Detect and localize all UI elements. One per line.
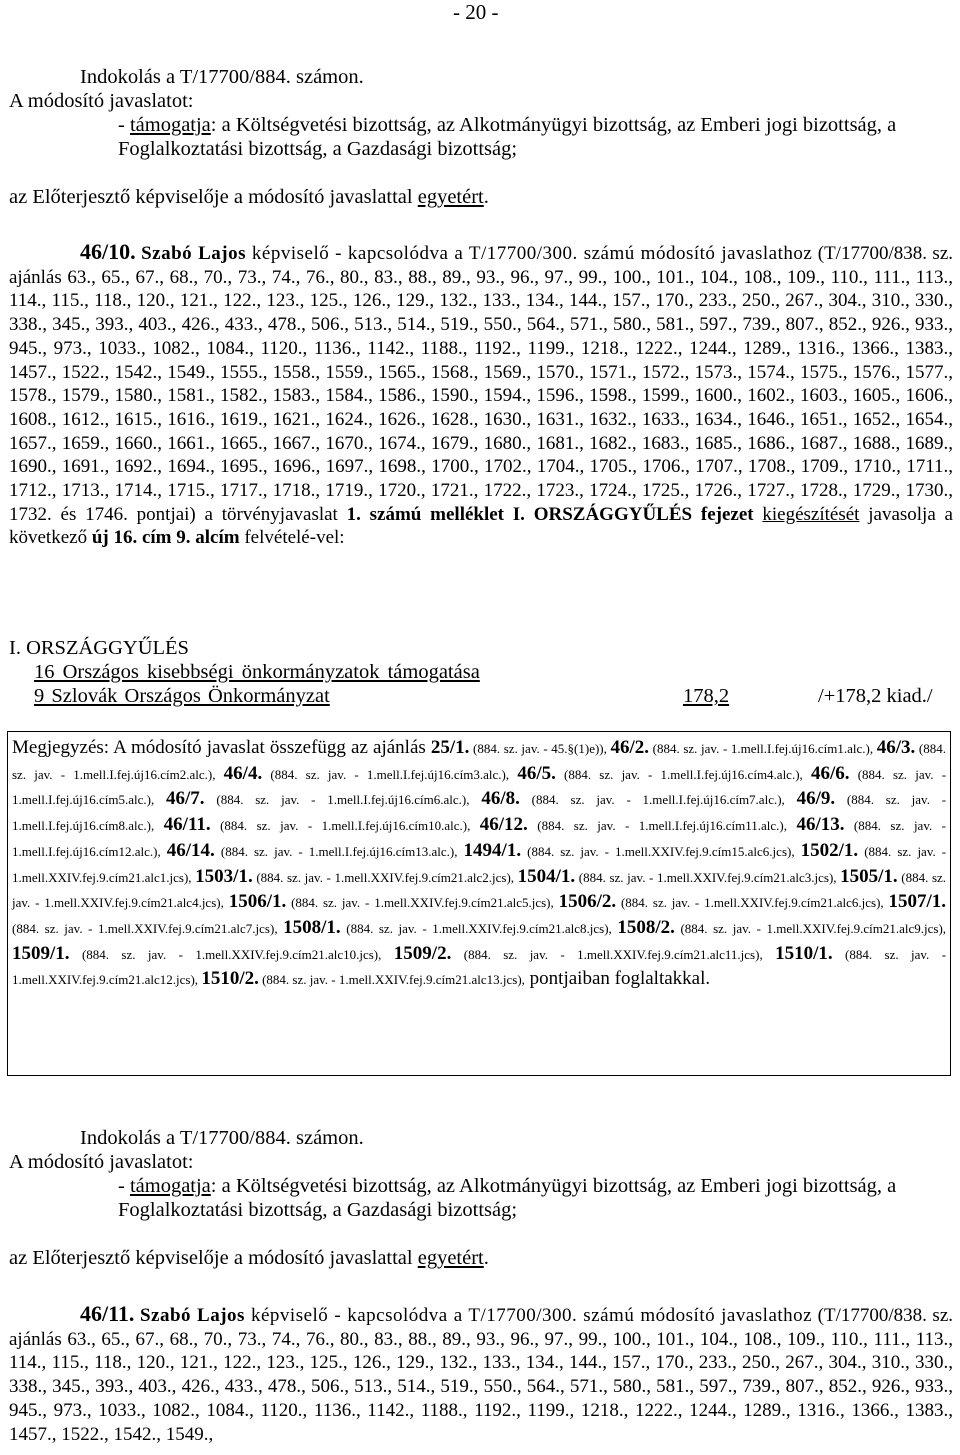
note-ref-detail: (884. sz. jav. - 1.mell.XXIV.fej.9.cím21.alc11.jcs), <box>463 946 763 962</box>
eloterjeszto-text: az Előterjesztő képviselője a módosító javaslattal <box>9 186 418 208</box>
table-amount: 178,2 <box>683 685 730 707</box>
javaslat-label: A módosító javaslatot: <box>9 90 194 112</box>
note-ref-number: 46/12. <box>479 814 528 836</box>
melleklet-text: melléklet I. ORSZÁGGYŰLÉS fejezet <box>430 503 754 525</box>
note-ref-number: 46/9. <box>796 788 836 810</box>
page-number: - 20 - <box>453 0 499 24</box>
note-ref-number: 1507/1. <box>888 891 947 913</box>
note-ref-detail: (884. sz. jav. - 1.mell.XXIV.fej.9.cím15.alc6.jcs), <box>527 843 795 859</box>
note-ref-detail: (884. sz. jav. - 1.mell.I.fej.új16.cím6.alc.), <box>216 792 470 808</box>
note-intro: Megjegyzés: A módosító javaslat összefügg az ajánlás <box>12 737 431 758</box>
note-ref-detail: (884. sz. jav. - 1.mell.I.fej.új16.cím11.alc.), <box>537 818 788 834</box>
amendment-46-11 <box>9 1302 953 1454</box>
text: a törvényjavaslat <box>195 503 347 525</box>
note-ref-number: 46/11. <box>163 814 211 836</box>
egyetert-text: egyetért <box>417 186 484 208</box>
tamogatja-text: támogatja <box>129 114 211 136</box>
author-name: Szabó Lajos <box>139 1305 245 1326</box>
note-ref-number: 46/2. <box>610 737 650 758</box>
note-ref-detail: (884. sz. jav. - 1.mell.I.fej.új16.cím2.alc.), <box>12 741 947 782</box>
note-ref-detail: (884. sz. jav. - 1.mell.XXIV.fej.9.cím21.alc1.jcs), <box>12 843 947 885</box>
note-ref-detail: (884. sz. jav. - 1.mell.XXIV.fej.9.cím21.alc8.jcs), <box>346 920 612 936</box>
note-ref-detail: (884. sz. jav. - 1.mell.XXIV.fej.9.cím21.alc4.jcs), <box>12 869 947 911</box>
note-ref-number: 46/6. <box>810 762 850 784</box>
note-ref-number: 1508/2. <box>617 916 675 938</box>
support-line-b2 <box>118 1175 896 1198</box>
support-line-2-b2: Foglalkoztatási bizottság, a Gazdasági bizottság; <box>118 1199 518 1221</box>
reference-list: (T/17700/838. sz. ajánlás 63., 65., 67., 68., 70., 73., 74., 76., 80., 83., 88., 89., 93., 96., 97., 99., 100., 101., 104., 108., 109., 110., 111., 113., 114., 115., 118., 120., 121., 122., 123., 125., 126., 129., 132., 133., 134., 144., 157., 170., 233., 250., 267., 304., 310., 330., 338., 345., 393., 403., 426., 433., 478., 506., 513., 514., 519., 550., 564., 571., 580., 581., 597., 739., 807., 852., 926., 933., 945., 973., 1033., 1082., 1084., 1120., 1136., 1142., 1188., 1192., 1199., 1218., 1222., 1244., 1289., 1316., 1366., 1383., 1457., 1522., 1542., 1549., <box>9 1305 953 1445</box>
note-ref-number: 46/5. <box>517 762 556 784</box>
indokolas-line: Indokolás a T/17700/884. számon. <box>80 66 364 88</box>
note-ref-number: 1502/1. <box>800 839 859 861</box>
table-kiad: /+178,2 kiad./ <box>818 685 933 707</box>
support-line <box>118 114 896 137</box>
indokolas-line-2: Indokolás a T/17700/884. számon. <box>80 1127 364 1149</box>
note-closing: pontjaiban foglaltakkal. <box>524 968 711 990</box>
note-ref-detail: (884. sz. jav. - 1.mell.XXIV.fej.9.cím21.alc6.jcs), <box>620 895 884 911</box>
support-committees: : a Költségvetési bizottság, az Alkotmányügyi bizottság, az Emberi jogi bizottság, a <box>210 1175 897 1197</box>
note-ref-detail: (884. sz. jav. - 1.mell.I.fej.új16.cím1.alc.), <box>652 741 874 756</box>
author-name: Szabó Lajos <box>141 243 246 264</box>
note-text <box>12 736 946 993</box>
amendment-number: 46/10. <box>80 239 136 264</box>
note-ref-number: 46/14. <box>166 839 215 861</box>
note-ref-number: 46/8. <box>481 788 520 810</box>
note-first-ref: 25/1. <box>430 737 470 758</box>
eloterjeszto-text: az Előterjesztő képviselője a módosító javaslattal <box>9 1247 418 1269</box>
note-ref-detail: (884. sz. jav. - 1.mell.I.fej.új16.cím5.alc.), <box>12 766 947 808</box>
note-ref-number: 1506/1. <box>228 891 287 913</box>
period: . <box>483 1247 489 1269</box>
note-ref-detail: (884. sz. jav. - 1.mell.XXIV.fej.9.cím21.alc13.jcs), <box>262 972 525 988</box>
note-ref-number: 1510/1. <box>775 942 833 964</box>
note-ref-detail: (884. sz. jav. - 1.mell.I.fej.új16.cím7.alc.), <box>531 792 785 808</box>
new-title: új 16. cím 9. alcím <box>91 527 240 549</box>
note-ref-detail: (884. sz. jav. - 1.mell.I.fej.új16.cím10.alc.), <box>220 818 471 834</box>
note-ref-number: 1503/1. <box>195 865 253 887</box>
dash: - <box>118 1175 130 1197</box>
note-ref-detail: (884. sz. jav. - 1.mell.XXIV.fej.9.cím21.alc5.jcs), <box>291 895 554 911</box>
note-ref-detail: (884. sz. jav. - 1.mell.I.fej.új16.cím4.alc.), <box>564 766 803 782</box>
note-ref-number: 46/3. <box>876 737 916 758</box>
text: javasolja a következő <box>9 503 953 549</box>
note-ref-number: 1494/1. <box>463 839 522 861</box>
dash: - <box>118 114 130 136</box>
note-ref-detail: (884. sz. jav. - 1.mell.I.fej.új16.cím13.alc.), <box>220 843 458 859</box>
eloterjeszto-line-2 <box>9 1247 489 1270</box>
reference-list: (T/17700/838. sz. ajánlás 63., 65., 67., 68., 70., 73., 74., 76., 80., 83., 88., 89., 93., 96., 97., 99., 100., 101., 104., 108., 109., 110., 111., 113., 114., 115., 118., 120., 121., 122., 123., 125., 126., 129., 132., 133., 134., 144., 157., 170., 233., 250., 267., 304., 310., 330., 338., 345., 393., 403., 426., 433., 478., 506., 513., 514., 519., 550., 564., 571., 580., 581., 597., 739., 807., 852., 926., 933., 945., 973., 1033., 1082., 1084., 1120., 1136., 1142., 1188., 1192., 1199., 1218., 1222., 1244., 1289., 1316., 1366., 1383., 1457., 1522., 1542., 1549., 1555., 1558., 1559., 1565., 1568., 1569., 1570., 1571., 1572., 1573., 1574., 1575., 1576., 1577., 1578., 1579., 1580., 1581., 1582., 1583., 1584., 1586., 1590., 1594., 1596., 1598., 1599., 1600., 1602., 1603., 1605., 1606., 1608., 1612., 1615., 1616., 1619., 1621., 1624., 1626., 1628., 1630., 1631., 1632., 1633., 1634., 1646., 1651., 1652., 1654., 1657., 1659., 1660., 1661., 1665., 1667., 1670., 1674., 1679., 1680., 1681., 1682., 1683., 1685., 1686., 1687., 1688., 1689., 1690., 1691., 1692., 1694., 1695., 1696., 1697., 1698., 1700., 1702., 1704., 1705., 1706., 1707., 1708., 1709., 1710., 1711., 1712., 1713., 1714., 1715., 1717., 1718., 1719., 1720., 1721., 1722., 1723., 1724., 1725., 1726., 1727., 1728., 1729., 1730., 1732. és 1746. pontjai) <box>9 243 954 525</box>
note-ref-detail: (884. sz. jav. - 1.mell.I.fej.új16.cím8.alc.), <box>12 792 947 834</box>
note-ref-detail: (884. sz. jav. - 1.mell.XXIV.fej.9.cím21.alc7.jcs), <box>12 920 278 936</box>
table-line-16: 16 Országos kisebbségi önkormányzatok támogatása <box>34 661 480 683</box>
note-ref-number: 1508/1. <box>283 916 341 938</box>
note-ref-number: 46/13. <box>796 814 845 836</box>
note-ref-number: 1509/2. <box>393 942 452 964</box>
note-ref-number: 1510/2. <box>201 968 259 990</box>
note-ref-detail: (884. sz. jav. - 1.mell.I.fej.új16.cím12.alc.), <box>12 818 947 859</box>
note-ref-detail: (884. sz. jav. - 1.mell.XXIV.fej.9.cím21.alc3.jcs), <box>578 869 837 885</box>
kiegeszites-text: kiegészítését <box>762 503 860 525</box>
table-heading: I. ORSZÁGGYŰLÉS <box>9 637 189 659</box>
amendment-46-10 <box>9 240 953 550</box>
support-committees: : a Költségvetési bizottság, az Alkotmányügyi bizottság, az Emberi jogi bizottság, a <box>210 114 897 136</box>
javaslat-label-2: A módosító javaslatot: <box>9 1151 194 1173</box>
note-ref-number: 1506/2. <box>558 891 617 913</box>
note-ref-number: 1505/1. <box>840 865 898 887</box>
author-role: képviselő - kapcsolódva a T/17700/300. számú módosító javaslathoz <box>245 243 813 264</box>
note-ref-detail: (884. sz. jav. - 1.mell.XXIV.fej.9.cím21.alc12.jcs), <box>12 946 947 988</box>
note-ref-detail: (884. sz. jav. - 1.mell.XXIV.fej.9.cím21.alc9.jcs), <box>680 920 947 936</box>
table-line-9: 9 Szlovák Országos Önkormányzat <box>34 685 330 707</box>
note-ref-number: 46/4. <box>223 762 263 784</box>
note-ref-detail: (884. sz. jav. - 1.mell.XXIV.fej.9.cím21.alc10.jcs), <box>81 946 382 962</box>
egyetert-text: egyetért <box>417 1247 484 1269</box>
amendment-number: 46/11. <box>80 1302 135 1326</box>
note-ref-detail: (884. sz. jav. - 1.mell.XXIV.fej.9.cím21.alc2.jcs), <box>256 869 515 885</box>
eloterjeszto-line <box>9 186 489 209</box>
tamogatja-text: támogatja <box>129 1175 211 1197</box>
note-ref-number: 1509/1. <box>12 942 70 964</box>
note-ref-number: 46/7. <box>166 788 205 810</box>
note-ref-detail: (884. sz. jav. - 1.mell.I.fej.új16.cím3.alc.), <box>270 766 510 782</box>
text: felvételé-vel: <box>239 527 345 549</box>
period: . <box>483 186 489 208</box>
note-ref-number: 1504/1. <box>517 865 576 887</box>
note-box <box>7 731 951 1076</box>
note-first-detail: (884. sz. jav. - 45.§(1)e)), <box>469 741 607 756</box>
author-role: képviselő - kapcsolódva a T/17700/300. számú módosító javaslathoz <box>244 1305 813 1326</box>
support-line-2: Foglalkoztatási bizottság, a Gazdasági bizottság; <box>118 138 518 160</box>
melleklet-num: 1. számú <box>346 503 422 525</box>
